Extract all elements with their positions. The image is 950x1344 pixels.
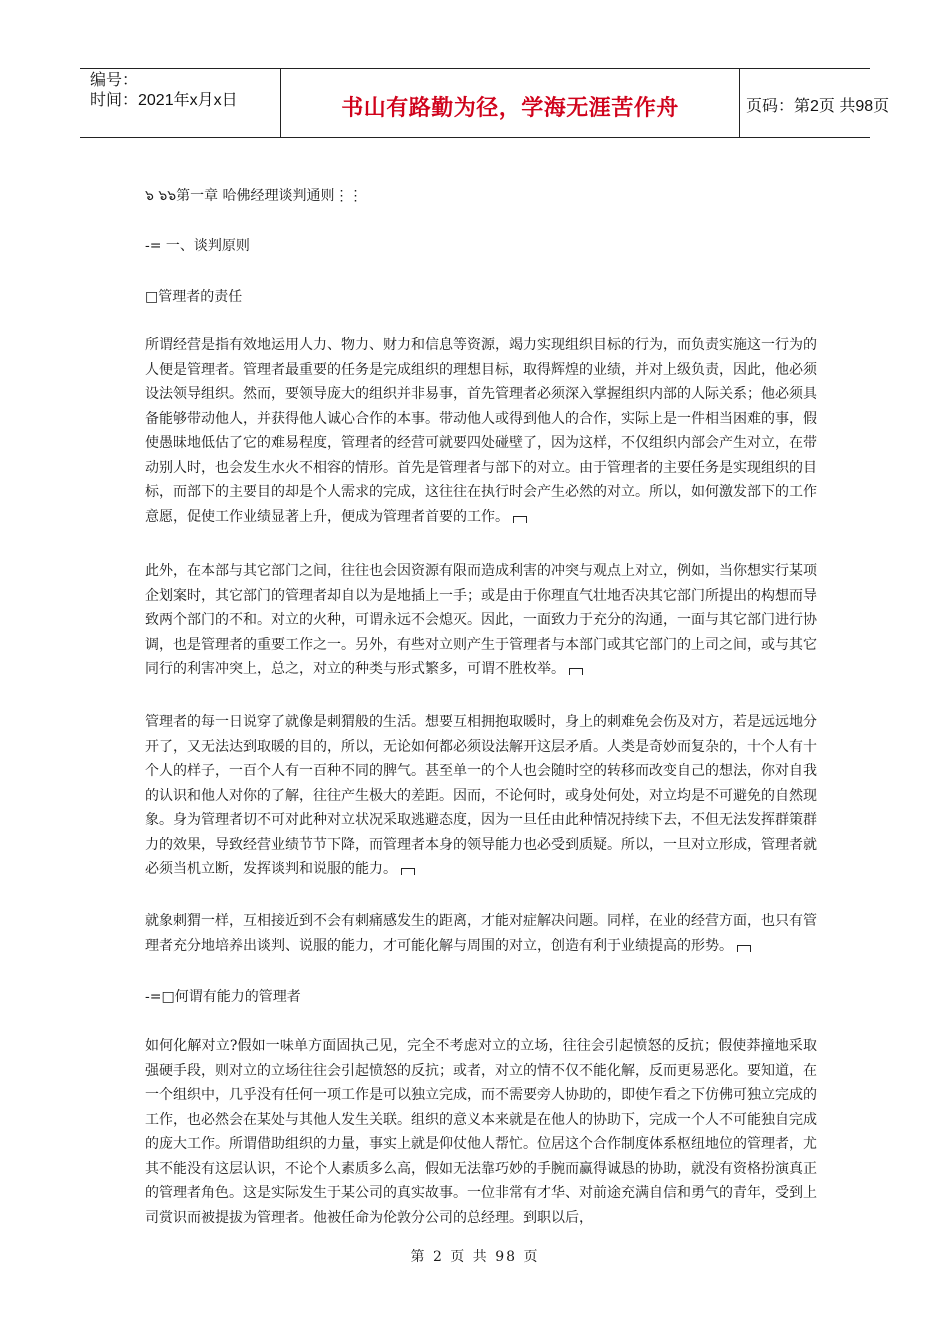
paragraph-4: [145, 909, 817, 958]
header-motto-cell: [280, 69, 740, 137]
document-header: [80, 68, 890, 138]
header-meta-cell: [80, 69, 280, 137]
paragraph-1-text: 所谓经营是指有效地运用人力、物力、财力和信息等资源，竭力实现组织目标的行为，而负责实施这一行为的人便是管理者。管理者最重要的任务是完成组织的理想目标，取得辉煌的业绩，并对上级负责，因此，他必须设法领导组织。然而，要领导庞大的组织并非易事，首先管理者必须深入掌握组织内部的人际关系；他必须具备能够带动他人，并获得他人诚心合作的本事。带动他人或得到他人的合作，实际上是一件相当困难的事，假使愚昧地低估了它的难易程度，管理者的经营可就要四处碰壁了，因为这样，不仅组织内部会产生对立，在带动别人时，也会发生水火不相容的情形。首先是管理者与部下的对立。由于管理者的主要任务是实现组织的目标，而部下的主要目的却是个人需求的完成，这往往在执行时会产生必然的对立。所以，如何激发部下的工作意愿，促使工作业绩显著上升，便成为管理者首要的工作。: [145, 337, 817, 525]
paragraph-3: [145, 710, 817, 882]
paragraph-end-mark: [569, 668, 583, 675]
paragraph-end-mark: [513, 516, 527, 523]
paragraph-5: [145, 1034, 817, 1230]
paragraph-3-text: 管理者的每一日说穿了就像是刺猬般的生活。想要互相拥抱取暖时，身上的刺难免会伤及对方，若是远远地分开了，又无法达到取暖的目的，所以，无论如何都必须设法解开这层矛盾。人类是奇妙而复杂的，十个人有十个人的样子，一百个人有一百种不同的脾气。甚至单一的个人也会随时空的转移而改变自己的想法，你对自我的认识和他人对你的了解，往往产生极大的差距。因而，不论何时，或身处何处，对立均是不可避免的自然现象。身为管理者切不可对此种对立状况采取逃避态度，因为一旦任由此种情况持续下去，不但无法发挥群策群力的效果，导致经营业绩节节下降，而管理者本身的领导能力也必受到质疑。所以，一旦对立形成，管理者就必须当机立断，发挥谈判和说服的能力。: [145, 714, 817, 877]
number-label: 编号：: [90, 72, 139, 89]
paragraph-5-text: 如何化解对立?假如一味单方面固执己见，完全不考虑对立的立场，往往会引起愤怒的反抗；假使莽撞地采取强硬手段，则对立的立场往往会引起愤怒的反抗；或者，对立的情不仅不能化解，反而更易恶化。要知道，在一个组织中，几乎没有任何一项工作是可以独立完成，而不需要旁人协助的，即使乍看之下仿佛可独立完成的工作，也必然会在某处与其他人发生关联。组织的意义本来就是在他人的协助下，完成一个人不可能独自完成的庞大工作。所谓借助组织的力量，事实上就是仰仗他人帮忙。位居这个合作制度体系枢纽地位的管理者，尤其不能没有这层认识，不论个人素质多么高，假如无法靠巧妙的手腕而赢得诚恳的协助，就没有资格扮演真正的管理者角色。这是实际发生于某公司的真实故事。一位非常有才华、对前途充满自信和勇气的青年，受到上司赏识而被提拔为管理者。他被任命为伦敦分公司的总经理。到职以后，: [145, 1038, 817, 1226]
paragraph-end-mark: [401, 868, 415, 875]
paragraph-end-mark: [737, 945, 751, 952]
header-page-cell: [738, 69, 890, 137]
section-heading-capable-manager: -=□何谓有能力的管理者: [145, 989, 301, 1005]
chapter-heading: ๖ ๖๖第一章 哈佛经理谈判通则⋮⋮: [145, 188, 363, 204]
subsection-heading-responsibility: □管理者的责任: [145, 289, 243, 305]
paragraph-1: [145, 333, 817, 529]
date-label: 时间：2021年x月x日: [90, 92, 238, 109]
paragraph-4-text: 就象刺猬一样，互相接近到不会有刺痛感发生的距离，才能对症解决问题。同样，在业的经营方面，也只有管理者充分地培养出谈判、说服的能力，才可能化解与周围的对立，创造有利于业绩提高的形势。: [145, 913, 817, 954]
section-heading-principles: -= 一、谈判原则: [145, 238, 250, 254]
page-footer: 第 2 页 共 98 页: [410, 1249, 540, 1265]
paragraph-2-text: 此外，在本部与其它部门之间，往往也会因资源有限而造成利害的冲突与观点上对立，例如，当你想实行某项企划案时，其它部门的管理者却自以为是地插上一手；或是由于你理直气壮地否决其它部门所提出的构想而导致两个部门的不和。对立的火种，可谓永远不会熄灭。因此，一面致力于充分的沟通，一面与其它部门进行协调，也是管理者的重要工作之一。另外，有些对立则产生于管理者与本部门或其它部门的上司之间，或与其它同行的利害冲突上，总之，对立的种类与形式繁多，可谓不胜枚举。: [145, 563, 817, 677]
page-info: 页码：第2页 共98页: [746, 98, 890, 115]
paragraph-2: [145, 559, 817, 682]
motto-text: 书山有路勤为径，学海无涯苦作舟: [341, 96, 679, 121]
